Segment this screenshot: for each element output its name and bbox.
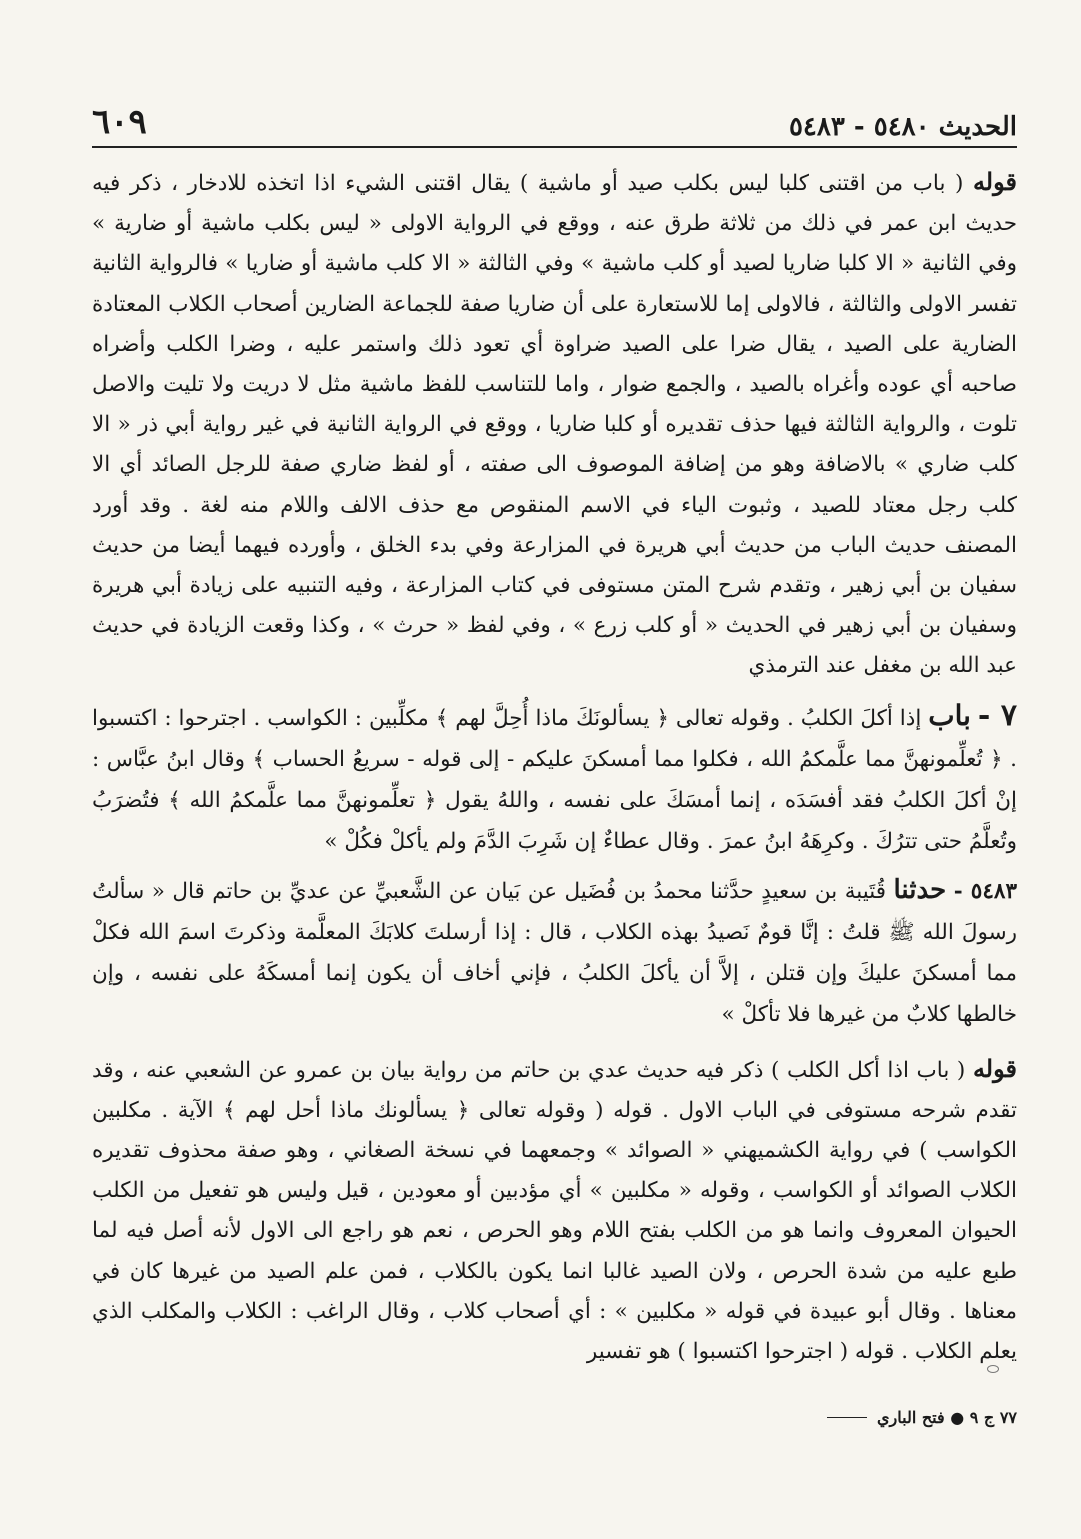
commentary-text: ( باب من اقتنى كلبا ليس بكلب صيد أو ماشية ) يقال اقتنى الشيء اذا اتخذه للادخار ، ذكر فيه حديث ابن عمر في ذلك من ثلاثة طرق عنه ، ووقع في الرواية الاولى « ليس بكلب ماشية أو ضارية » وفي الثانية « الا كلبا ضاريا لصيد أو كلب ماشية » وفي الثالثة « الا كلب ماشية أو ضاريا » فالرواية الثانية تفسر الاولى والثالثة ، فالاولى إما للاستعارة على أن ضاريا صفة للجماعة الضارين أصحاب الكلاب المعتادة الضارية على الصيد ، يقال ضرا على الصيد ضراوة أي تعود ذلك واستمر عليه ، وضرا الكلب وأضراه صاحبه أي عوده وأغراه بالصيد ، والجمع ضوار ، واما للتناسب للفظ ماشية مثل لا دريت ولا تليت والاصل تلوت ، والرواية الثالثة فيها حذف تقديره أو كلبا ضاريا ، ووقع في الرواية الثانية في غير رواية أبي ذر « الا كلب ضاري » بالاضافة وهو من إضافة الموصوف الى صفته ، أو لفظ ضاري صفة للرجل الصائد أي الا كلب رجل معتاد للصيد ، وثبوت الياء في الاسم المنقوص مع حذف الالف واللام منه لغة . وقد أورد المصنف حديث الباب من حديث أبي هريرة في المزارعة وفي بدء الخلق ، وأورده فيهما أيضا من حديث سفيان بن أبي زهير ، وتقدم شرح المتن مستوفى في كتاب المزارعة ، وفيه التنبيه على زيادة أبي هريرة وسفيان بن أبي زهير في الحديث « أو كلب زرع » ، وفي لفظ « حرث » ، وكذا وقعت الزيادة في حديث عبد الله بن مغفل عند الترمذي [92, 171, 1017, 679]
paper-speck [987, 1365, 999, 1373]
document-page [92, 78, 1017, 1478]
page-footer [827, 1408, 1017, 1427]
commentary-lead: قوله [972, 167, 1017, 196]
commentary-paragraph-2 [92, 1049, 1017, 1373]
chapter-number: ٧ - [977, 697, 1017, 733]
hadith-haddathana: حدثنا [893, 874, 947, 905]
commentary-paragraph-1 [92, 162, 1017, 687]
commentary-lead: قوله [972, 1053, 1017, 1083]
hadith-text [92, 870, 1017, 1035]
hadith-number: ٥٤٨٣ - [953, 878, 1017, 904]
page-number: ٦٠٩ [92, 102, 147, 142]
chapter-heading [92, 695, 1017, 862]
chapter-word: باب [928, 698, 971, 732]
footer-signature: ٧٧ ج ٩ ● فتح الباري [877, 1408, 1017, 1427]
hadith-range: الحديث ٥٤٨٠ - ٥٤٨٣ [788, 112, 1017, 142]
footer-rule [827, 1417, 867, 1418]
commentary-text: ( باب اذا أكل الكلب ) ذكر فيه حديث عدي بن حاتم من رواية بيان بن عمرو عن الشعبي عنه ، وقد تقدم شرحه مستوفى في الباب الاول . قوله ( وقوله تعالى ﴿ يسألونك ماذا أحل لهم ﴾ الآية . مكلبين الكواسب ) في رواية الكشميهني « الصوائد » وجمعهما في نسخة الصغاني ، وهو صفة محذوف تقديره الكلاب الصوائد أو الكواسب ، وقوله « مكلبين » أي مؤدبين أو معودين ، قيل وليس هو تفعيل من الكلب الحيوان المعروف وانما هو من الكلب بفتح اللام وهو الحرص ، نعم هو راجع الى الاول لأنه أصل فيه لما طبع عليه من شدة الحرص ، ولان الصيد غالبا انما يكون بالكلاب ، فمن علم الصيد من غيرها كان في معناها . وقال أبو عبيدة في قوله « مكلبين » : أي أصحاب كلاب ، وقال الراغب : الكلاب والمكلب الذي يعلم الكلاب . قوله ( اجترحوا اكتسبوا ) هو تفسير [92, 1057, 1017, 1365]
hadith-body: قُتَيبة بن سعيدٍ حدَّثنا محمدُ بن فُضَيل عن بَيان عن الشَّعبيِّ عن عديِّ بن حاتم قال « سألتُ رسولَ الله ﷺ قلتُ : إنَّا قومٌ نَصيدُ بهذه الكلاب ، قال : إذا أرسلتَ كلابَكَ المعلَّمة وذكرتَ اسمَ الله فكلْ مما أمسكنَ عليكَ وإن قتلن ، إلاَّ أن يأكلَ الكلبُ ، فإني أخاف أن يكون إنما أمسكَهُ على نفسه ، وإن خالطها كلابٌ من غيرها فلا تأكلْ » [92, 878, 1017, 1027]
chapter-text: إذا أكلَ الكلبُ . وقوله تعالى ﴿ يسألونَكَ ماذا أُحِلَّ لهم ﴾ مكلِّبين : الكواسب . اجترحوا : اكتسبوا . ﴿ تُعلِّمونهنَّ مما علَّمكمُ الله ، فكلوا مما أمسكنَ عليكم - إلى قوله - سريعُ الحساب ﴾ وقال ابنُ عبَّاس : إنْ أكلَ الكلبُ فقد أفسَدَه ، إنما أمسَكَ على نفسه ، واللهُ يقول ﴿ تعلِّمونهنَّ مما علَّمكمُ الله ﴾ فتُضرَبُ وتُعلَّمُ حتى تترُكَ . وكرِهَهُ ابنُ عمرَ . وقال عطاءٌ إن شَرِبَ الدَّمَ ولم يأكلْ فكُلْ » [92, 705, 1017, 854]
page-header [92, 78, 1017, 148]
